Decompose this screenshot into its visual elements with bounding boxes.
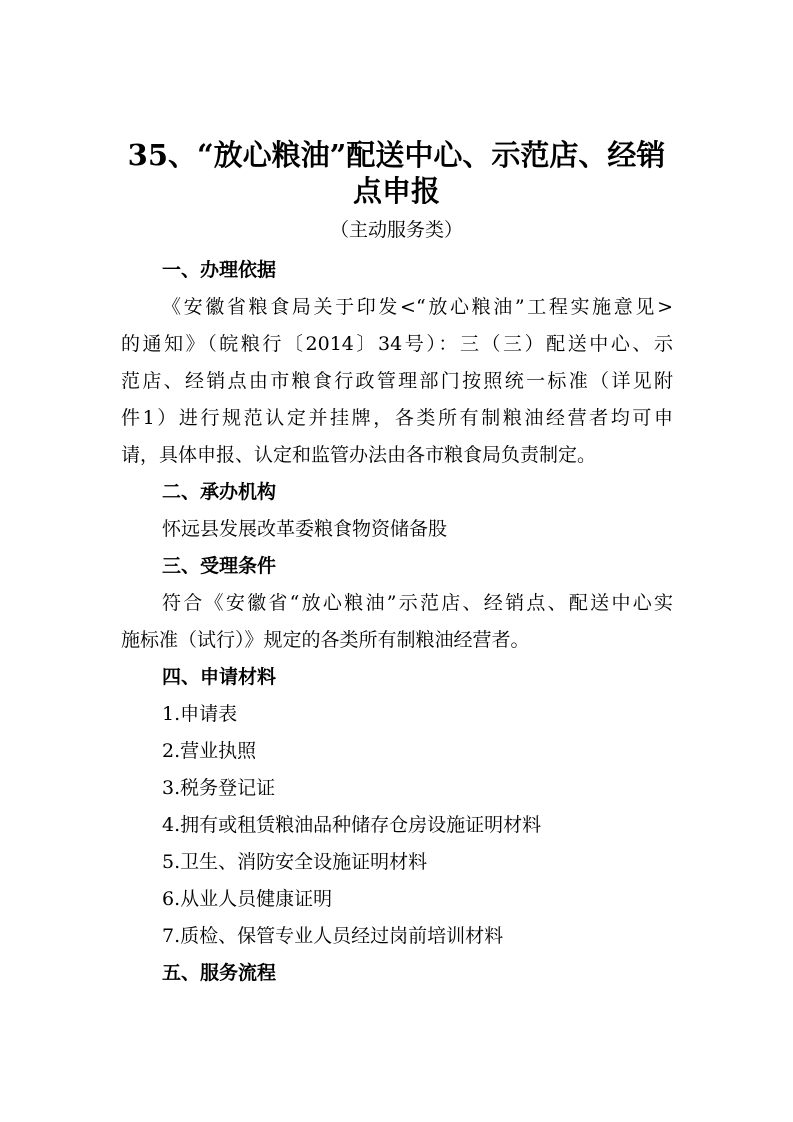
materials-item-1: 1.申请表	[162, 703, 238, 725]
basis-line-4: 件1）进行规范认定并挂牌，各类所有制粮油经营者均可申	[121, 407, 673, 429]
section-heading-agency: 二、承办机构	[162, 481, 277, 503]
conditions-line-1: 符合《安徽省“放心粮油”示范店、经销点、配送中心实	[162, 592, 673, 614]
materials-item-2: 2.营业执照	[162, 740, 257, 762]
section-heading-conditions: 三、受理条件	[162, 555, 277, 577]
basis-line-5: 请，具体申报、认定和监管办法由各市粮食局负责制定。	[121, 444, 597, 466]
basis-line-1: 《安徽省粮食局关于印发<“放心粮油”工程实施意见>	[162, 296, 673, 318]
document-title-line-1: 35、“放心粮油”配送中心、示范店、经销	[127, 138, 666, 172]
materials-item-5: 5.卫生、消防安全设施证明材料	[162, 851, 428, 873]
materials-item-7: 7.质检、保管专业人员经过岗前培训材料	[162, 925, 504, 947]
section-heading-materials: 四、申请材料	[162, 666, 277, 688]
materials-item-6: 6.从业人员健康证明	[162, 888, 333, 910]
materials-item-3: 3.税务登记证	[162, 777, 276, 799]
basis-line-2: 的通知》（皖粮行〔2014〕34号）：三（三）配送中心、示	[121, 333, 673, 355]
document-subtitle: （主动服务类）	[329, 219, 463, 241]
basis-line-3: 范店、经销点由市粮食行政管理部门按照统一标准（详见附	[121, 370, 673, 392]
materials-item-4: 4.拥有或租赁粮油品种储存仓房设施证明材料	[162, 814, 542, 836]
agency-text: 怀远县发展改革委粮食物资储备股	[162, 518, 448, 540]
section-heading-basis: 一、办理依据	[162, 259, 277, 281]
section-heading-process: 五、服务流程	[162, 962, 277, 984]
conditions-line-2: 施标准（试行）》规定的各类所有制粮油经营者。	[121, 629, 530, 651]
document-title-line-2: 点申报	[352, 174, 440, 208]
